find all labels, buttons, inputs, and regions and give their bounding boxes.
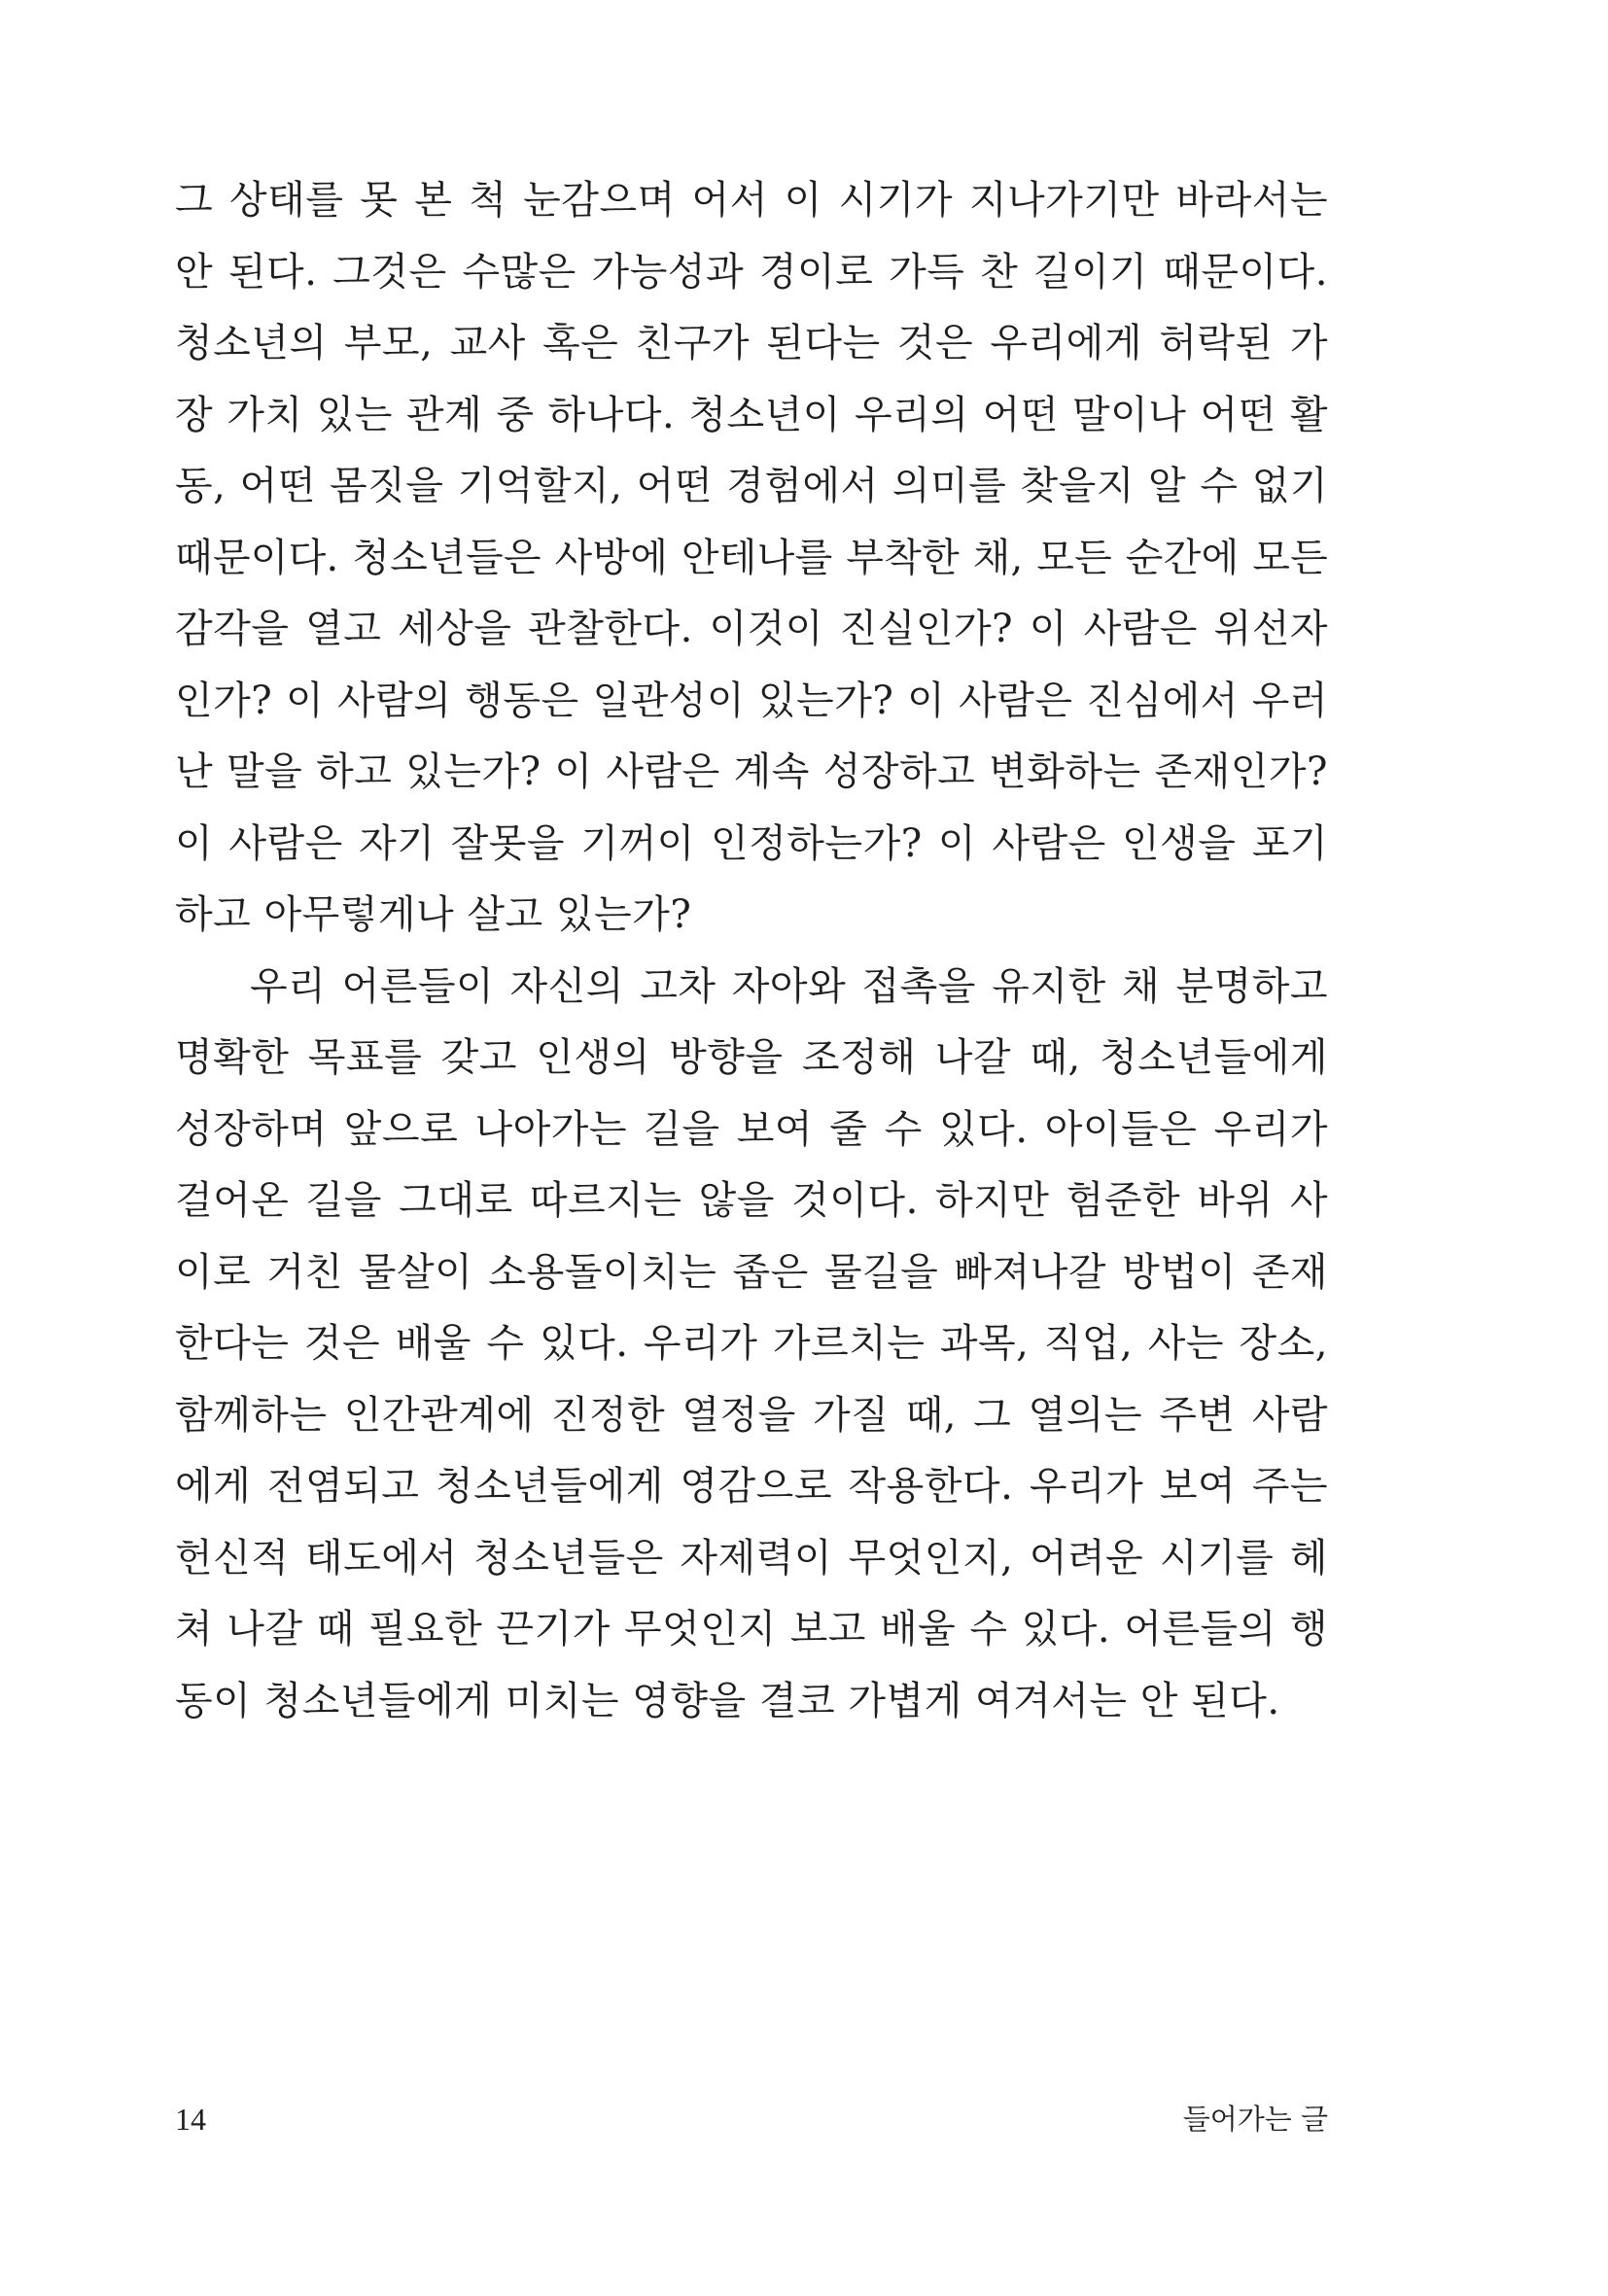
text-line: 쳐 나갈 때 필요한 끈기가 무엇인지 보고 배울 수 있다. 어른들의 행 [175, 1607, 1328, 1652]
text-line: 하고 아무렇게나 살고 있는가? [175, 892, 692, 937]
text-line: 성장하며 앞으로 나아가는 길을 보여 줄 수 있다. 아이들은 우리가 [175, 1106, 1328, 1152]
text-line: 동, 어떤 몸짓을 기억할지, 어떤 경험에서 의미를 찾을지 알 수 없기 [175, 464, 1328, 508]
page-number: 14 [175, 2102, 206, 2137]
text-line: 청소년의 부모, 교사 혹은 친구가 된다는 것은 우리에게 허락된 가 [175, 321, 1328, 365]
text-line: 난 말을 하고 있는가? 이 사람은 계속 성장하고 변화하는 존재인가? [175, 749, 1328, 794]
text-line: 그 상태를 못 본 척 눈감으며 어서 이 시기가 지나가기만 바라서는 [175, 178, 1328, 223]
text-line: 때문이다. 청소년들은 사방에 안테나를 부착한 채, 모든 순간에 모든 [175, 535, 1328, 580]
text-line: 한다는 것은 배울 수 있다. 우리가 가르치는 과목, 직업, 사는 장소, [175, 1321, 1328, 1366]
text-line: 장 가치 있는 관계 중 하나다. 청소년이 우리의 어떤 말이나 어떤 활 [175, 392, 1328, 437]
text-line: 우리 어른들이 자신의 고차 자아와 접촉을 유지한 채 분명하고 [250, 963, 1328, 1009]
text-line: 걸어온 길을 그대로 따르지는 않을 것이다. 하지만 험준한 바위 사 [175, 1178, 1328, 1223]
text-line: 명확한 목표를 갖고 인생의 방향을 조정해 나갈 때, 청소년들에게 [175, 1035, 1328, 1080]
text-line: 에게 전염되고 청소년들에게 영감으로 작용한다. 우리가 보여 주는 [175, 1464, 1328, 1509]
running-head: 들어가는 글 [1182, 2103, 1328, 2136]
text-line: 이로 거친 물살이 소용돌이치는 좁은 물길을 빠져나갈 방법이 존재 [175, 1249, 1328, 1295]
text-line: 감각을 열고 세상을 관찰한다. 이것이 진실인가? 이 사람은 위선자 [175, 607, 1328, 651]
text-line: 안 된다. 그것은 수많은 가능성과 경이로 가득 찬 길이기 때문이다. [175, 249, 1328, 295]
text-line: 헌신적 태도에서 청소년들은 자제력이 무엇인지, 어려운 시기를 헤 [175, 1535, 1328, 1581]
text-line: 함께하는 인간관계에 진정한 열정을 가질 때, 그 열의는 주변 사람 [175, 1392, 1328, 1438]
body-text [175, 178, 1328, 1753]
text-line: 동이 청소년들에게 미치는 영향을 결코 가볍게 여겨서는 안 된다. [175, 1678, 1280, 1723]
text-line: 이 사람은 자기 잘못을 기꺼이 인정하는가? 이 사람은 인생을 포기 [175, 820, 1328, 866]
text-line: 인가? 이 사람의 행동은 일관성이 있는가? 이 사람은 진심에서 우러 [175, 678, 1328, 723]
